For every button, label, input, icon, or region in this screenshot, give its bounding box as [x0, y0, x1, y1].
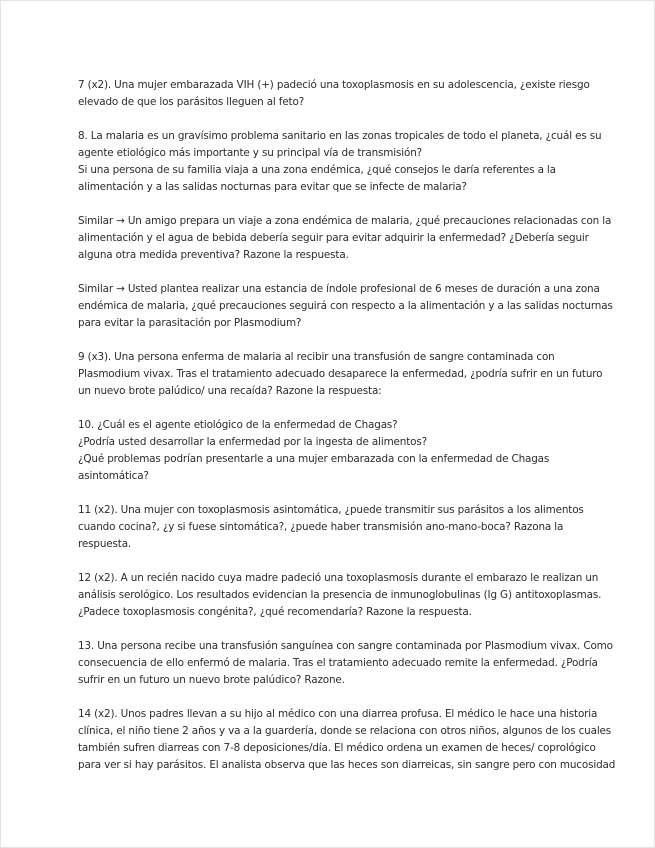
paragraph-q10 — [78, 417, 583, 485]
text-line: consecuencia de ello enfermó de malaria. Tras el tratamiento adecuado remite la enfermedad. ¿Podría — [78, 657, 598, 669]
paragraph-q11 — [78, 502, 583, 553]
paragraph-q9 — [78, 349, 603, 400]
paragraph-q13 — [78, 638, 613, 689]
text-line: ¿Padece toxoplasmosis congénita?, ¿qué recomendaría? Razone la respuesta. — [78, 606, 472, 618]
text-line: asintomática? — [78, 470, 149, 482]
document-body — [78, 77, 616, 791]
text-line: elevado de que los parásitos lleguen al feto? — [78, 96, 305, 108]
text-line: 12 (x2). A un recién nacido cuya madre padeció una toxoplasmosis durante el embarazo le realizan un — [78, 572, 599, 584]
text-line: también sufren diarreas con 7-8 deposiciones/día. El médico ordena un examen de heces/ coprológico — [78, 742, 596, 754]
text-line: clínica, el niño tiene 2 años y va a la guardería, donde se relaciona con otros niños, algunos de los cuales — [78, 725, 612, 737]
paragraph-q8 — [78, 128, 602, 196]
text-line: 14 (x2). Unos padres llevan a su hijo al médico con una diarrea profusa. El médico le hace una historia — [78, 708, 598, 720]
paragraph-similar-2 — [78, 281, 613, 332]
text-line: un nuevo brote palúdico/ una recaída? Razone la respuesta: — [78, 385, 382, 397]
text-line: para ver si hay parásitos. El analista observa que las heces son diarreicas, sin sangre pero con mucosidad — [78, 759, 616, 771]
text-line: ¿Podría usted desarrollar la enfermedad por la ingesta de alimentos? — [78, 436, 427, 448]
text-line: 8. La malaria es un gravísimo problema sanitario en las zonas tropicales de todo el planeta, ¿cuál es su — [78, 130, 602, 142]
text-line: 10. ¿Cuál es el agente etiológico de la enfermedad de Chagas? — [78, 419, 398, 431]
paragraph-similar-1 — [78, 213, 612, 264]
text-line: agente etiológico más importante y su principal vía de transmisión? — [78, 147, 423, 159]
text-line: 11 (x2). Una mujer con toxoplasmosis asintomática, ¿puede transmitir sus parásitos a los alimentos — [78, 504, 584, 516]
paragraph-q12 — [78, 570, 602, 621]
text-line: sufrir en un futuro un nuevo brote palúdico? Razone. — [78, 674, 345, 686]
text-line: 9 (x3). Una persona enferma de malaria al recibir una transfusión de sangre contaminada con — [78, 351, 555, 363]
text-line: 7 (x2). Una mujer embarazada VIH (+) padeció una toxoplasmosis en su adolescencia, ¿existe riesgo — [78, 79, 590, 91]
text-line: para evitar la parasitación por Plasmodium? — [78, 317, 302, 329]
text-line: endémica de malaria, ¿qué precauciones seguirá con respecto a la alimentación y a las salidas nocturnas — [78, 300, 613, 312]
text-line: Similar → Usted plantea realizar una estancia de índole profesional de 6 meses de duración a una zona — [78, 283, 600, 295]
text-line: respuesta. — [78, 538, 132, 550]
text-line: análisis serológico. Los resultados evidencian la presencia de inmunoglobulinas (Ig G) antitoxoplasmas. — [78, 589, 602, 601]
text-line: cuando cocina?, ¿y si fuese sintomática?, ¿puede haber transmisión ano-mano-boca? Razona la — [78, 521, 564, 533]
text-line: ¿Qué problemas podrían presentarle a una mujer embarazada con la enfermedad de Chagas — [78, 453, 550, 465]
paragraph-q14 — [78, 706, 616, 774]
text-line: alimentación y el agua de bebida debería seguir para evitar adquirir la enfermedad? ¿Debería seguir — [78, 232, 589, 244]
text-line: Plasmodium vivax. Tras el tratamiento adecuado desaparece la enfermedad, ¿podría sufrir en un futuro — [78, 368, 603, 380]
text-line: 13. Una persona recibe una transfusión sanguínea con sangre contaminada por Plasmodium vivax. Como — [78, 640, 613, 652]
text-line: Si una persona de su familia viaja a una zona endémica, ¿qué consejos le daría referentes a la — [78, 164, 556, 176]
text-line: alimentación y a las salidas nocturnas para evitar que se infecte de malaria? — [78, 181, 467, 193]
paragraph-q7 — [78, 77, 590, 111]
text-line: alguna otra medida preventiva? Razone la respuesta. — [78, 249, 349, 261]
text-line: Similar → Un amigo prepara un viaje a zona endémica de malaria, ¿qué precauciones relacionadas con la — [78, 215, 612, 227]
